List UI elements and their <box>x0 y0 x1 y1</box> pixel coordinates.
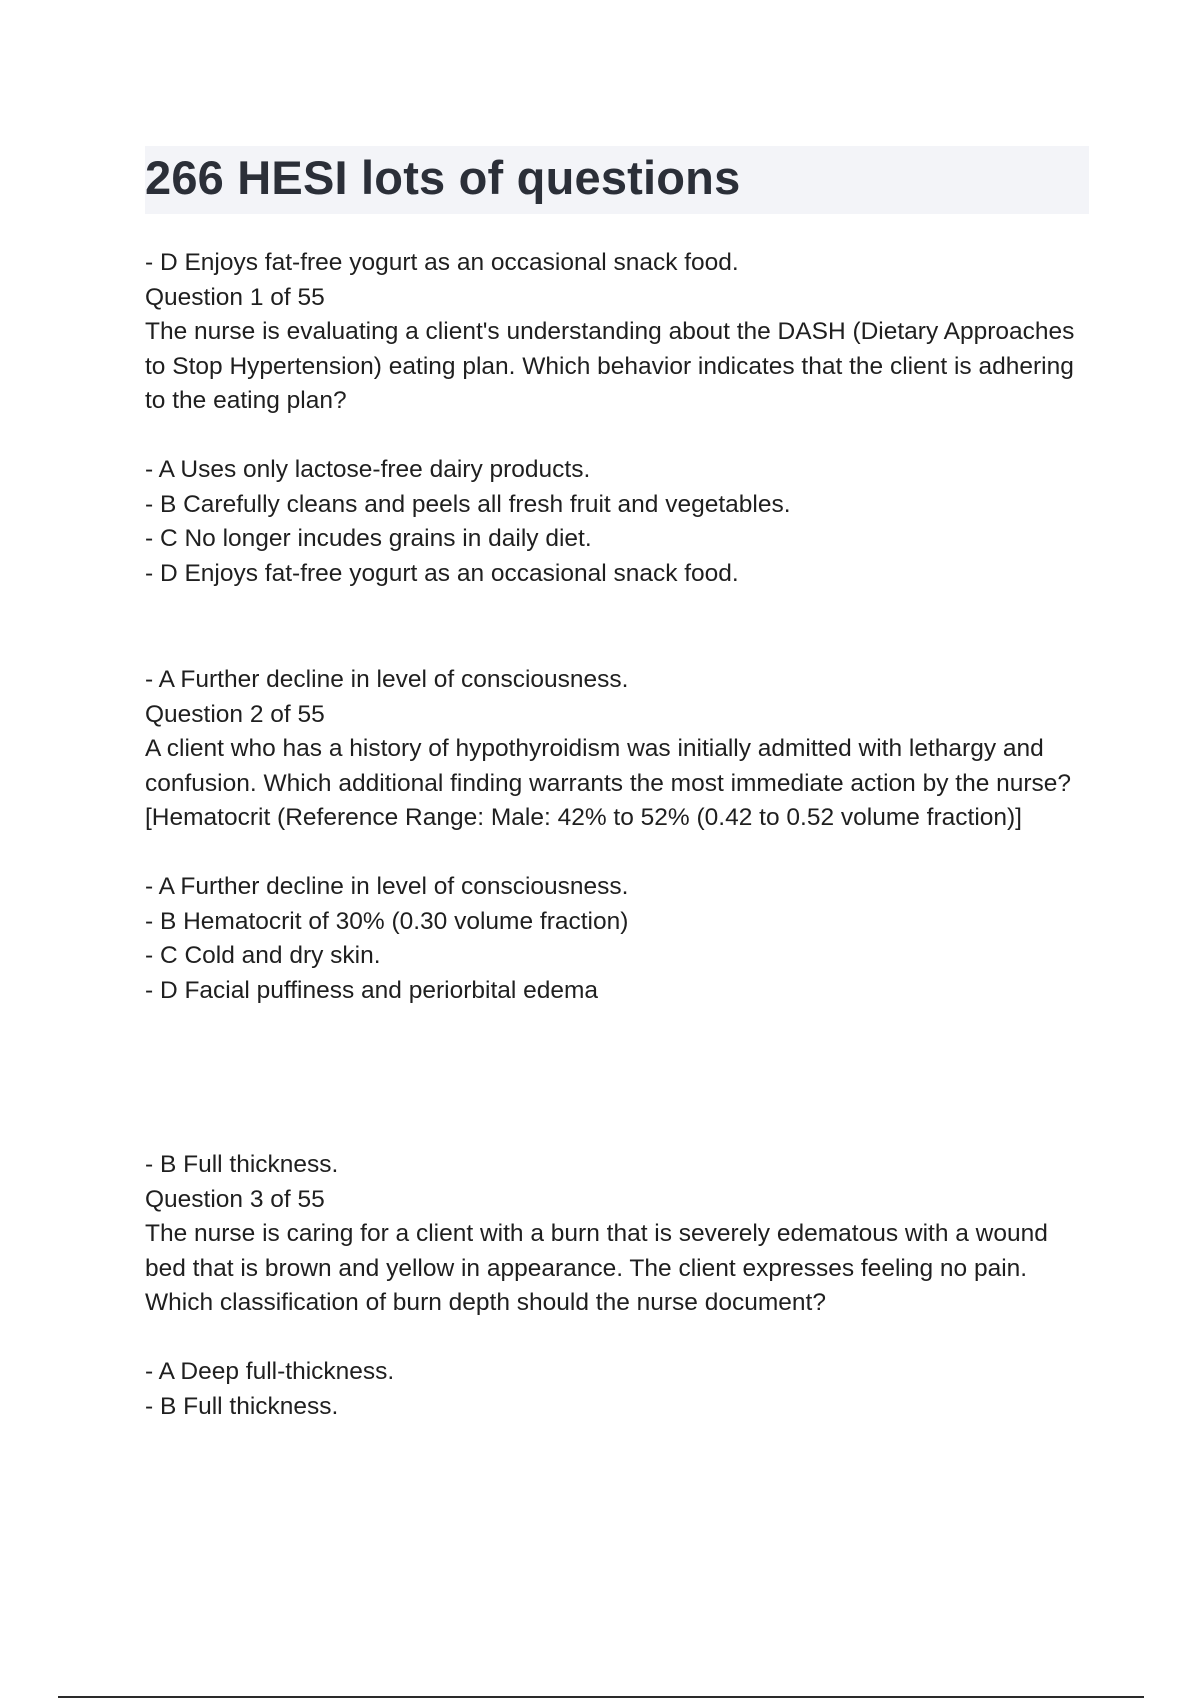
answer-line: - D Enjoys fat-free yogurt as an occasional snack food. <box>145 249 739 276</box>
question-stem: A client who has a history of hypothyroidism was initially admitted with lethargy and confusion. Which additional finding warrants the most immediate action by the nurse? [Hematocrit (Reference Range: Male: 42% to 52% (0.42 to 0.52 volume fraction)] <box>145 735 1072 831</box>
option-line: - B Full thickness. <box>145 1392 339 1420</box>
option-line: - B Carefully cleans and peels all fresh fruit and vegetables. <box>145 490 791 518</box>
title-banner <box>145 146 1089 214</box>
option-line: - A Uses only lactose-free dairy products. <box>145 456 591 483</box>
answer-line: - A Further decline in level of consciousness. <box>145 666 629 693</box>
option-line: - B Hematocrit of 30% (0.30 volume fraction) <box>145 907 629 935</box>
option-line: - C Cold and dry skin. <box>145 942 381 969</box>
answer-line: - B Full thickness. <box>145 1151 339 1178</box>
option-line: - A Further decline in level of consciousness. <box>145 873 629 900</box>
option-line: - D Enjoys fat-free yogurt as an occasional snack food. <box>145 559 739 587</box>
spacer <box>145 836 1089 871</box>
question-number: Question 1 of 55 <box>145 283 325 311</box>
question-stem: The nurse is evaluating a client's understanding about the DASH (Dietary Approaches to Stop Hypertension) eating plan. Which behavior indicates that the client is adhering to the eating plan? <box>145 318 1075 414</box>
option-line: - A Deep full-thickness. <box>145 1358 395 1385</box>
question-block-1 <box>145 246 1089 591</box>
spacer <box>145 1321 1089 1356</box>
footer-divider <box>58 1696 1144 1698</box>
question-block-2 <box>145 663 1089 1008</box>
option-line: - D Facial puffiness and periorbital edema <box>145 976 599 1004</box>
question-block-3 <box>145 1148 1089 1424</box>
option-line: - C No longer incudes grains in daily diet. <box>145 525 592 552</box>
question-number: Question 3 of 55 <box>145 1185 325 1213</box>
spacer <box>145 419 1089 454</box>
question-stem: The nurse is caring for a client with a burn that is severely edematous with a wound bed that is brown and yellow in appearance. The client expresses feeling no pain. Which classification of burn depth should the nurse document? <box>145 1220 1048 1316</box>
document-title: 266 HESI lots of questions <box>145 151 741 204</box>
question-number: Question 2 of 55 <box>145 700 325 728</box>
